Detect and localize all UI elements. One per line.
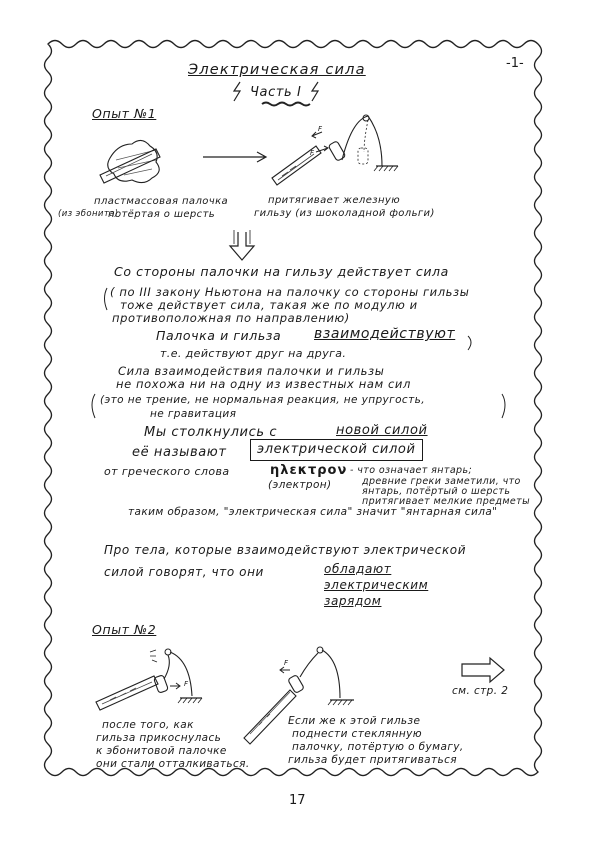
corner-page-number: -1- [506,56,524,71]
body-line18: зарядом [324,594,382,608]
body-line15: Про тела, которые взаимодействуют электрической [104,543,467,557]
lightning-icon-left [234,82,240,101]
body-line11-a: Мы столкнулись с [144,425,278,440]
lightning-icon-right [312,82,318,101]
body-line9: (это не трение, не нормальная реакция, не упругость, [100,394,425,406]
body-line4: противоположная по направлению) [112,311,350,325]
exp2-caption-left-3: к эбонитовой палочке [96,745,227,757]
exp2-caption-left-1: после того, как [102,719,194,731]
exp2-caption-right-4: гильза будет притягиваться [288,754,458,766]
exp2-caption-right-1: Если же к этой гильзе [288,715,421,727]
body-line13: от греческого слова [104,465,230,478]
note4: притягивает мелкие предметы [362,496,531,507]
electric-force-box: электрической силой [250,439,423,461]
body-line6: т.е. действуют друг на друга. [160,347,347,360]
body-line5-b: взаимодействуют [314,326,456,342]
next-page-arrow-icon [462,658,504,682]
exp2-caption-right-2: поднести стеклянную [292,728,423,740]
bracket-right-2 [502,394,505,418]
body-line2: ( по III закону Ньютона на палочку со стороны гильзы [110,285,470,299]
note2: древние греки заметили, что [362,476,521,487]
exp2-force-label-a: F [184,680,189,688]
wool-cloth-sketch [100,140,160,183]
part-label: Часть I [250,85,302,100]
wavy-border [45,41,542,776]
greek-word: ηλεκτρον [270,463,348,478]
force-label-bottom: F [310,149,315,157]
exp1-caption-left-line1: пластмассовая палочка [94,196,229,207]
bracket-left-2 [92,394,95,418]
page-title: Электрическая сила [188,62,366,78]
page-number: 17 [289,793,306,808]
exp2-force-label-b: F [284,659,289,667]
exp2-caption-left-2: гильза прикоснулась [96,732,222,744]
greek-translit: (электрон) [268,479,332,491]
down-arrow-icon [230,230,254,260]
see-page-label: см. стр. 2 [452,685,509,697]
rod-attracts-foil-sketch [272,115,398,185]
body-line17: электрическим [324,578,429,592]
exp1-caption-right-line1: притягивает железную [268,195,401,206]
body-line7: Сила взаимодействия палочки и гильзы [118,364,385,378]
force-label-top: F [318,125,323,133]
bracket-right-1 [468,336,471,350]
experiment2-label: Опыт №2 [92,622,157,637]
body-line14: таким образом, "электрическая сила" значит "янтарная сила" [128,506,498,518]
body-line16: силой говорят, что они [104,565,264,579]
exp1-caption-left-paren: (из эбонита) [58,209,119,219]
body-line8: не похожа ни на одну из известных нам сил [116,377,411,391]
body-line3: тоже действует сила, такая же по модулю и [120,298,418,312]
exp1-caption-left-line2: потёртая о шерсть [108,209,216,220]
body-line10: не гравитация [150,408,237,420]
experiment1-label: Опыт №1 [92,106,157,121]
body-line16-b: обладают [324,562,392,576]
body-line11-b: новой силой [336,423,428,438]
title-wavy-underline [262,103,310,106]
exp2-caption-left-4: они стали отталкиваться. [96,758,250,770]
exp2-caption-right-3: палочку, потёртую о бумагу, [292,741,464,753]
bracket-left-1 [105,288,108,310]
arrow-right-icon [203,152,266,162]
body-line12-a: её называют [132,445,227,460]
note1: - что означает янтарь; [350,465,473,476]
body-line1: Со стороны палочки на гильзу действует сила [114,264,449,279]
body-line5-a: Палочка и гильза [156,328,282,343]
exp1-caption-right-line2: гильзу (из шоколадной фольги) [254,208,435,219]
note3: янтарь, потёртый о шерсть [362,486,511,497]
